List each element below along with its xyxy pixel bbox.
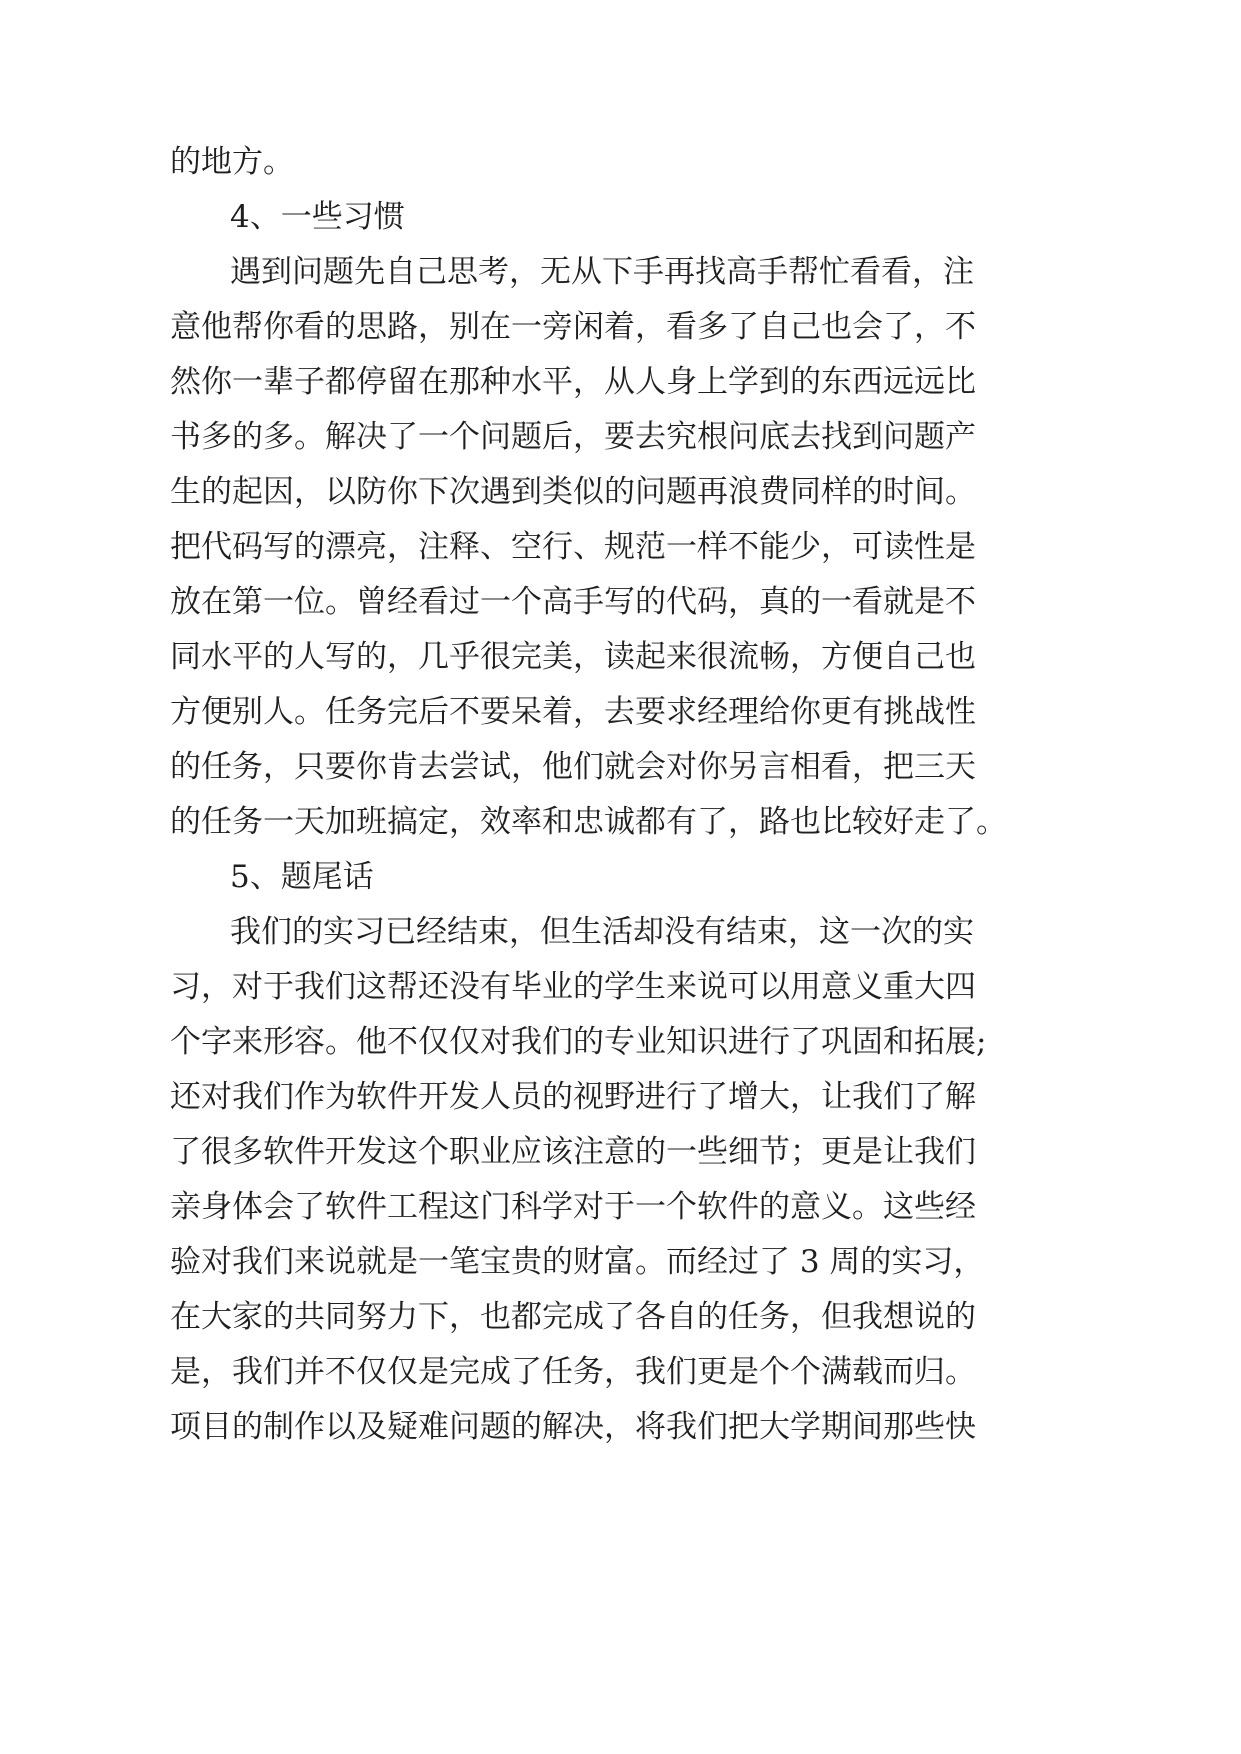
- text-line: 的地方。: [170, 144, 294, 180]
- text-line: 方便别人。任务完后不要呆着，去要求经理给你更有挑战性: [170, 694, 976, 730]
- text-line: 习，对于我们这帮还没有毕业的学生来说可以用意义重大四: [170, 969, 976, 1005]
- section-heading: 5、题尾话: [230, 859, 374, 895]
- text-line: 亲身体会了软件工程这门科学对于一个软件的意义。这些经: [170, 1189, 976, 1225]
- text-line: 然你一辈子都停留在那种水平，从人身上学到的东西远远比: [170, 364, 976, 400]
- text-line: 是，我们并不仅仅是完成了任务，我们更是个个满载而归。: [170, 1354, 976, 1390]
- text-line: 放在第一位。曾经看过一个高手写的代码，真的一看就是不: [170, 584, 976, 620]
- text-line: 我们的实习已经结束，但生活却没有结束，这一次的实: [230, 914, 974, 950]
- text-line: 在大家的共同努力下，也都完成了各自的任务，但我想说的: [170, 1299, 976, 1335]
- text-line: 项目的制作以及疑难问题的解决，将我们把大学期间那些快: [170, 1409, 976, 1445]
- text-line: 的任务，只要你肯去尝试，他们就会对你另言相看，把三天: [170, 749, 976, 785]
- text-line: 的任务一天加班搞定，效率和忠诚都有了，路也比较好走了。: [170, 804, 1007, 840]
- section-heading: 4、一些习惯: [230, 199, 405, 235]
- text-line: 同水平的人写的，几乎很完美，读起来很流畅，方便自己也: [170, 639, 976, 675]
- text-line: 生的起因，以防你下次遇到类似的问题再浪费同样的时间。: [170, 474, 976, 510]
- text-line: 意他帮你看的思路，别在一旁闲着，看多了自己也会了，不: [170, 309, 976, 345]
- text-line: 了很多软件开发这个职业应该注意的一些细节；更是让我们: [170, 1134, 976, 1170]
- text-line: 还对我们作为软件开发人员的视野进行了增大，让我们了解: [170, 1079, 976, 1115]
- text-line: 遇到问题先自己思考，无从下手再找高手帮忙看看，注: [230, 254, 974, 290]
- text-line: 个字来形容。他不仅仅对我们的专业知识进行了巩固和拓展;: [170, 1024, 987, 1060]
- text-line: 验对我们来说就是一笔宝贵的财富。而经过了 3 周的实习，: [170, 1244, 985, 1280]
- text-line: 把代码写的漂亮，注释、空行、规范一样不能少，可读性是: [170, 529, 976, 565]
- text-line: 书多的多。解决了一个问题后，要去究根问底去找到问题产: [170, 419, 976, 455]
